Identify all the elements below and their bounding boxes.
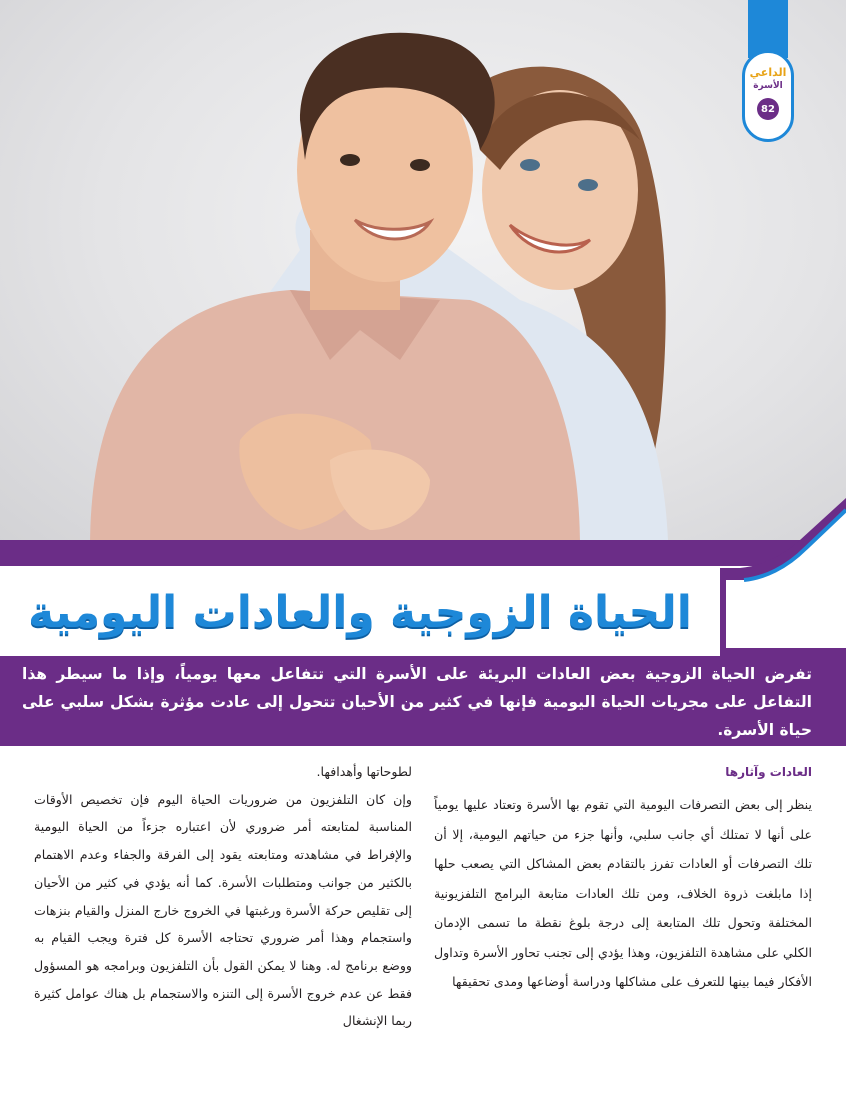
- hero-photo: [0, 0, 846, 548]
- section-label: الأسرة: [753, 81, 783, 91]
- magazine-logo: الداعي: [749, 66, 787, 79]
- corner-decoration: [720, 498, 846, 658]
- intro-paragraph: تفرض الحياة الزوجية بعض العادات البريئة على الأسرة التي تتفاعل معها يومياً، وإذا ما سيطر هذا التفاعل على مجريات الحياة اليومية فإنها في كثير من الأحيان تتحول إلى عادت مؤثرة بشكل سلبي على حياة الأسرة.: [22, 665, 812, 739]
- page-title: الحياة الزوجية والعادات اليومية: [28, 587, 692, 638]
- left-column-text-1: لطوحاتها وأهدافها.: [316, 764, 412, 779]
- section-heading: العادات وآثارها: [725, 765, 812, 779]
- left-column-text-2: وإن كان التلفزيون من ضروريات الحياة اليوم فإن تخصيص الأوقات المناسبة لمتابعته أمر ضروري لأن اعتباره جزءاً من الحياة اليومية والإفراط في مشاهدته ومتابعته يقود إلى الفرقة والجفاء وعدم الاهتمام بالكثير من جوانب ومتطلبات الأسرة. كما أنه يؤدي في كثير من الأحيان إلى تقليص حركة الأسرة ورغبتها في الخروج خارج المنزل والقيام بنزهات واستجمام وهذا أمر ضروري تحتاجه الأسرة كل فترة ويجب القيام به ووضع برنامج له. وهنا لا يمكن القول بأن التلفزيون وبرامجه هو المسؤول فقط عن عدم خروج الأسرة إلى التنزه والاستجمام بل هناك عوامل كثيرة ربما الإنشغال: [34, 791, 412, 1029]
- right-column-text: ينظر إلى بعض التصرفات اليومية التي تقوم بها الأسرة وتعتاد عليها يومياً على أنها لا تمتلك أي جانب سلبي، وأنها جزء من حياتهم اليومية، إلا أن تلك التصرفات أو العادات تفرز بالتقادم بعض المشاكل التي يصعب حلها إذا مابلغت ذروة الخلاف، ومن تلك العادات متابعة البرامج التلفزيونية المختلفة وتحول تلك المتابعة إلى درجة بلوغ نقطة ما تسمى الإدمان الكلي على مشاهدة التلفزيون، وهذا يؤدي إلى تجنب تحاور الأسرة وتداول الأفكار فيما بينها للتعرف على مشاكلها ودراسة أوضاعها ومدى تحقيقها: [434, 797, 812, 989]
- left-column: [34, 758, 412, 1035]
- page-number: 82: [757, 98, 779, 120]
- couple-photo-illustration: [0, 0, 846, 548]
- section-badge: [742, 50, 794, 142]
- right-column: [434, 758, 812, 997]
